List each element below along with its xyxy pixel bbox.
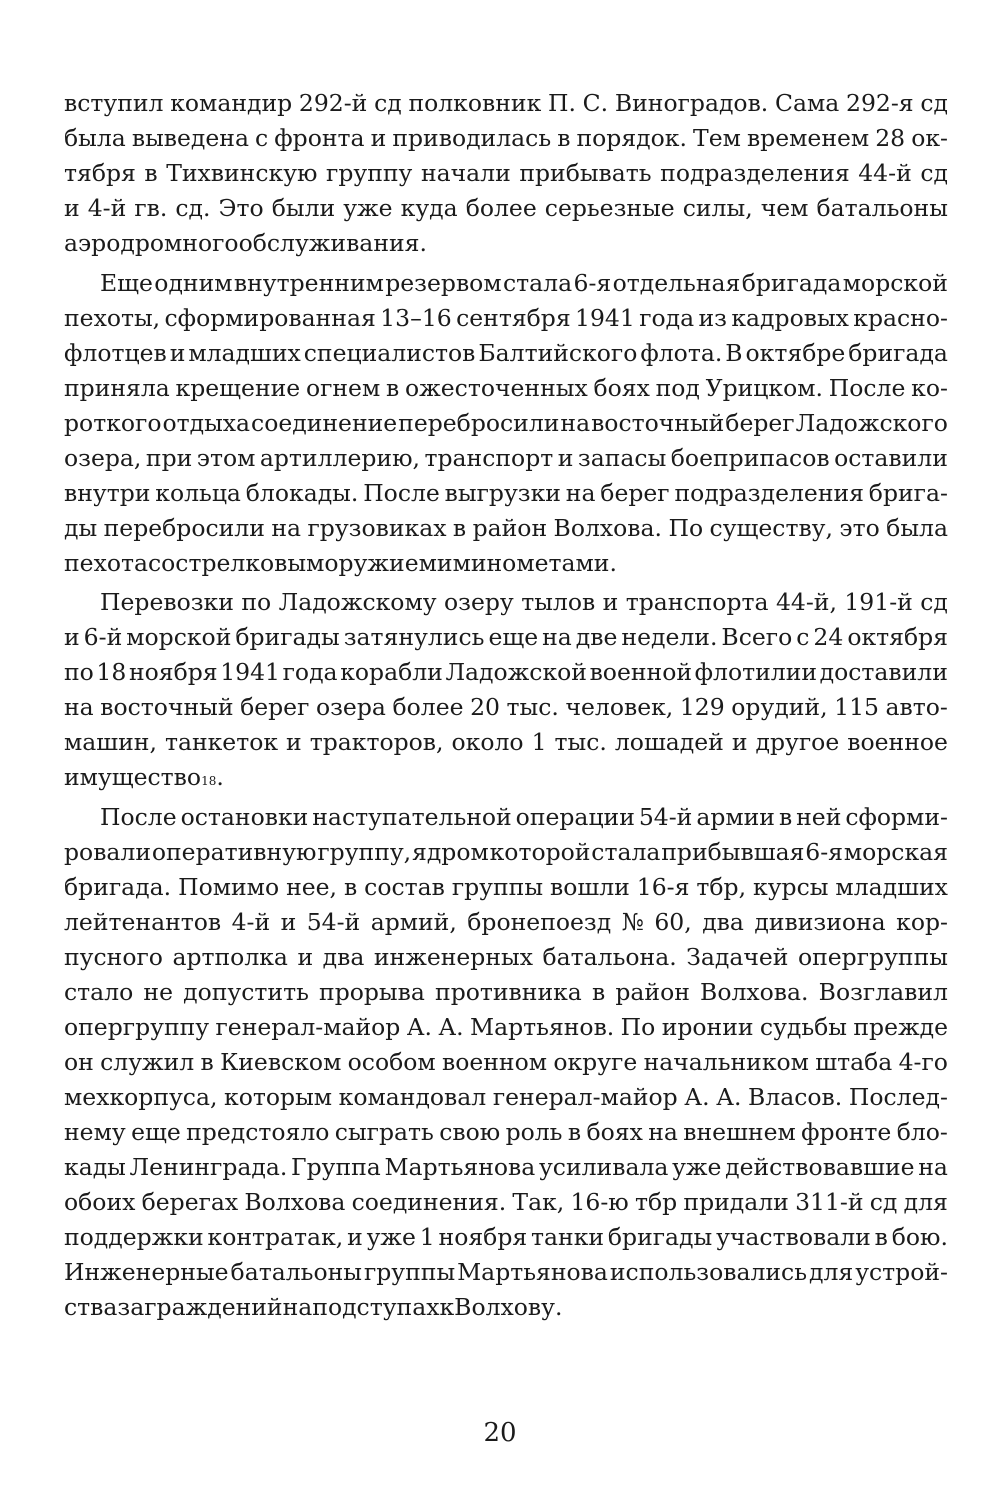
text-line: озера, при этом артиллерию, транспорт и запасы боеприпасов оставили bbox=[64, 443, 948, 472]
text-line: на восточный берег озера более 20 тыс. человек, 129 орудий, 115 авто- bbox=[64, 693, 948, 722]
text-line: тября в Тихвинскую группу начали прибывать подразделения 44-й сд bbox=[64, 159, 948, 187]
text-line: пусного артполка и два инженерных батальона. Задачей опергруппы bbox=[64, 942, 948, 971]
text-line: имущество 18 . bbox=[64, 763, 224, 792]
text-line: ды перебросили на грузовиках в район Волхова. По существу, это была bbox=[64, 513, 948, 542]
text-line: внутри кольца блокады. После выгрузки на берег подразделения брига- bbox=[64, 478, 948, 507]
text-line: по 18 ноября 1941 года корабли Ладожской военной флотилии доставили bbox=[64, 658, 948, 687]
text-line: мехкорпуса, которым командовал генерал-майор А. А. Власов. Послед- bbox=[64, 1082, 948, 1111]
text-line: Еще одним внутренним резервом стала 6-я отдельная бригада морской bbox=[100, 268, 948, 297]
text-line: аэродромного обслуживания. bbox=[64, 229, 427, 257]
text-line: пехоты, сформированная 13–16 сентября 1941 года из кадровых красно- bbox=[64, 303, 948, 332]
text-line: машин, танкеток и тракторов, около 1 тыс. лошадей и другое военное bbox=[64, 728, 948, 757]
paragraph bbox=[64, 585, 948, 795]
text-line: была выведена с фронта и приводилась в порядок. Тем временем 28 ок- bbox=[64, 124, 948, 152]
text-line: и 4-й гв. сд. Это были уже куда более серьезные силы, чем батальоны bbox=[64, 194, 948, 222]
text-line: приняла крещение огнем в ожесточенных боях под Урицком. После ко- bbox=[64, 373, 948, 402]
text-line: поддержки контратак, и уже 1 ноября танки бригады участвовали в бою. bbox=[64, 1222, 948, 1251]
body-text bbox=[64, 86, 948, 1325]
text-line: он служил в Киевском особом военном округе начальником штаба 4-го bbox=[64, 1047, 948, 1076]
paragraph bbox=[64, 800, 948, 1325]
text-line: Перевозки по Ладожскому озеру тылов и транспорта 44-й, 191-й сд bbox=[100, 588, 948, 617]
text-line: После остановки наступательной операции 54-й армии в ней сформи- bbox=[100, 802, 948, 831]
text-line: вступил командир 292-й сд полковник П. С. Виноградов. Сама 292-я сд bbox=[64, 89, 948, 117]
text-line: лейтенантов 4-й и 54-й армий, бронепоезд № 60, два дивизиона кор- bbox=[64, 907, 948, 936]
paragraph bbox=[64, 86, 948, 261]
page-number: 20 bbox=[483, 1418, 517, 1448]
text-line: бригада. Помимо нее, в состав группы вошли 16-я тбр, курсы младших bbox=[64, 872, 948, 901]
text-line: стало не допустить прорыва противника в район Волхова. Возглавил bbox=[64, 977, 948, 1006]
text-line: нему еще предстояло сыграть свою роль в боях на внешнем фронте бло- bbox=[64, 1117, 948, 1146]
text-line: и 6-й морской бригады затянулись еще на две недели. Всего с 24 октября bbox=[64, 623, 948, 652]
text-line: ства заграждений на подступах к Волхову. bbox=[64, 1292, 563, 1321]
text-line: кады Ленинграда. Группа Мартьянова усиливала уже действовавшие на bbox=[64, 1152, 948, 1181]
text-line: Инженерные батальоны группы Мартьянова использовались для устрой- bbox=[64, 1257, 948, 1286]
text-line: флотцев и младших специалистов Балтийского флота. В октябре бригада bbox=[64, 338, 948, 367]
text-line: опергруппу генерал-майор А. А. Мартьянов. По иронии судьбы прежде bbox=[64, 1012, 948, 1041]
text-line: ровали оперативную группу, ядром которой стала прибывшая 6-я морская bbox=[64, 837, 948, 866]
paragraph bbox=[64, 266, 948, 581]
text-line: пехота со стрелковым оружием и минометами. bbox=[64, 548, 617, 577]
text-line: обоих берегах Волхова соединения. Так, 16-ю тбр придали 311-й сд для bbox=[64, 1187, 948, 1216]
text-line: роткого отдыха соединение перебросили на восточный берег Ладожского bbox=[64, 408, 948, 437]
